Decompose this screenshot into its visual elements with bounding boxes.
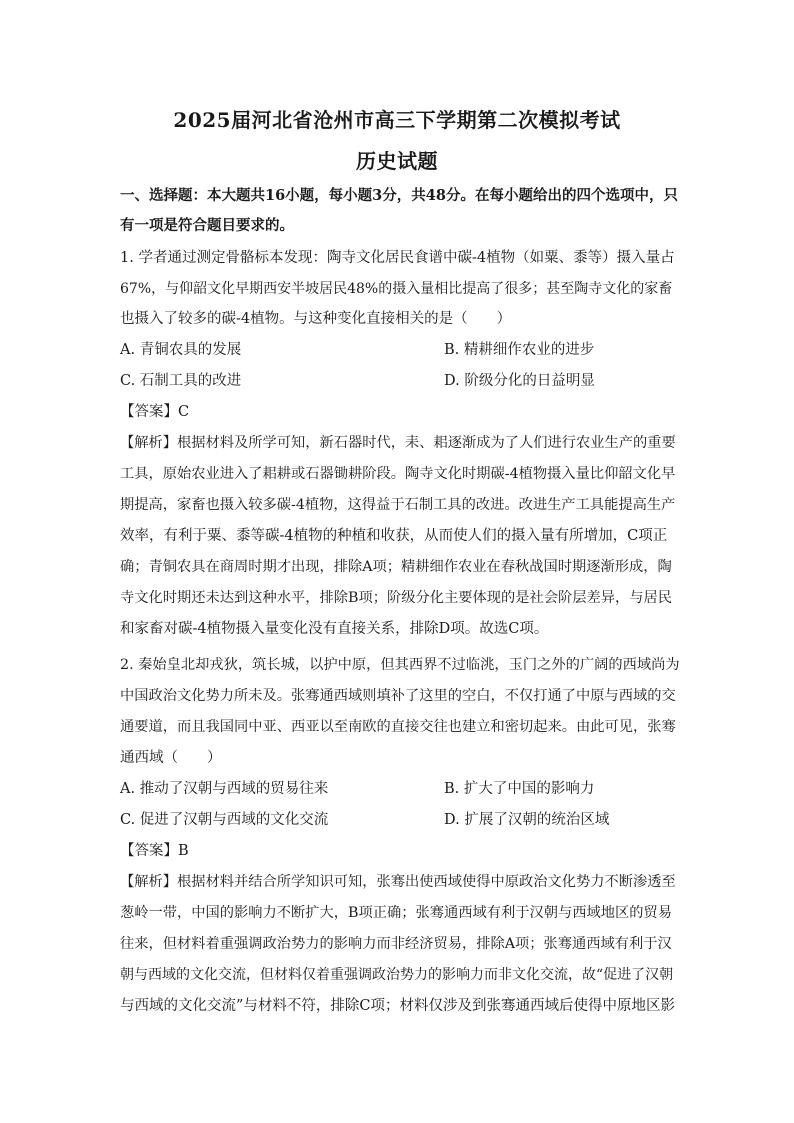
q2-analysis-line-4: 朝与西域的文化交流，但材料仅着重强调政治势力的影响力而非文化交流，故“促进了汉朝 (120, 967, 674, 983)
q2-answer: 【答案】B (120, 843, 189, 859)
q1-answer: 【答案】C (120, 404, 190, 420)
q1-analysis-line-4: 效率，有利于粟、黍等碳-4植物的种植和收获，从而使人们的摄入量有所增加，C项正 (120, 528, 668, 544)
q1-stem-line-1: 1. 学者通过测定骨骼标本发现：陶寺文化居民食谱中碳-4植物（如粟、黍等）摄入量占 (120, 250, 675, 266)
q2-option-c: C. 促进了汉朝与西域的文化交流 (120, 812, 329, 828)
q1-stem-line-3: 也摄入了较多的碳-4植物。与这种变化直接相关的是（ ） (120, 311, 512, 327)
q2-analysis-line-5: 与西域的文化交流”与材料不符，排除C项；材料仅涉及到张骞通西域后使得中原地区影 (120, 998, 676, 1014)
q1-option-b: B. 精耕细作农业的进步 (444, 342, 595, 358)
q1-option-d: D. 阶级分化的日益明显 (444, 373, 595, 389)
section-heading-line-1: 一、选择题：本大题共16小题，每小题3分，共48分。在每小题给出的四个选项中，只 (120, 187, 678, 204)
q2-analysis-line-1: 【解析】根据材料并结合所学知识可知，张骞出使西域使得中原政治文化势力不断渗透至 (120, 874, 676, 890)
q2-option-a: A. 推动了汉朝与西域的贸易往来 (120, 781, 329, 797)
q1-analysis-line-2: 工具，原始农业进入了耜耕或石器锄耕阶段。陶寺文化时期碳-4植物摄入量比仰韶文化早 (120, 466, 676, 482)
section-heading-line-2: 有一项是符合题目要求的。 (120, 217, 294, 234)
q1-analysis-line-6: 寺文化时期还未达到这种水平，排除B项；阶级分化主要体现的是社会阶层差异，与居民 (120, 590, 672, 606)
q1-analysis-line-7: 和家畜对碳-4植物摄入量变化没有直接关系，排除D项。故选C项。 (120, 621, 549, 637)
q2-option-d: D. 扩展了汉朝的统治区域 (444, 812, 610, 828)
q1-option-c: C. 石制工具的改进 (120, 373, 242, 389)
q2-stem-line-2: 中国政治文化势力所未及。张骞通西域则填补了这里的空白，不仅打通了中原与西域的交 (120, 688, 676, 704)
q2-stem-line-3: 通要道，而且我国同中亚、西亚以至南欧的直接交往也建立和密切起来。由此可见，张骞 (120, 719, 676, 735)
q2-stem-line-1: 2. 秦始皇北却戎狄，筑长城，以护中原，但其西界不过临洮，玉门之外的广阔的西域尚为 (120, 657, 680, 673)
exam-title: 2025届河北省沧州市高三下学期第二次模拟考试 (173, 108, 621, 132)
q2-option-b: B. 扩大了中国的影响力 (444, 781, 595, 797)
q1-option-a: A. 青铜农具的发展 (120, 342, 242, 358)
q2-stem-line-4: 通西域（ ） (120, 750, 222, 766)
q1-analysis-line-3: 期提高，家畜也摄入较多碳-4植物，这得益于石制工具的改进。改进生产工具能提高生产 (120, 497, 676, 513)
q2-analysis-line-3: 往来，但材料着重强调政治势力的影响力而非经济贸易，排除A项；张骞通西域有利于汉 (120, 936, 672, 952)
q1-analysis-line-1: 【解析】根据材料及所学可知，新石器时代，耒、耜逐渐成为了人们进行农业生产的重要 (120, 435, 676, 451)
q1-stem-line-2: 67%，与仰韶文化早期西安半坡居民48%的摄入量相比提高了很多；甚至陶寺文化的家畜 (120, 281, 673, 297)
q1-analysis-line-5: 确；青铜农具在商周时期才出现，排除A项；精耕细作农业在春秋战国时期逐渐形成，陶 (120, 559, 672, 575)
exam-subtitle: 历史试题 (356, 149, 438, 173)
q2-analysis-line-2: 葱岭一带，中国的影响力不断扩大，B项正确；张骞通西域有利于汉朝与西域地区的贸易 (120, 905, 672, 921)
